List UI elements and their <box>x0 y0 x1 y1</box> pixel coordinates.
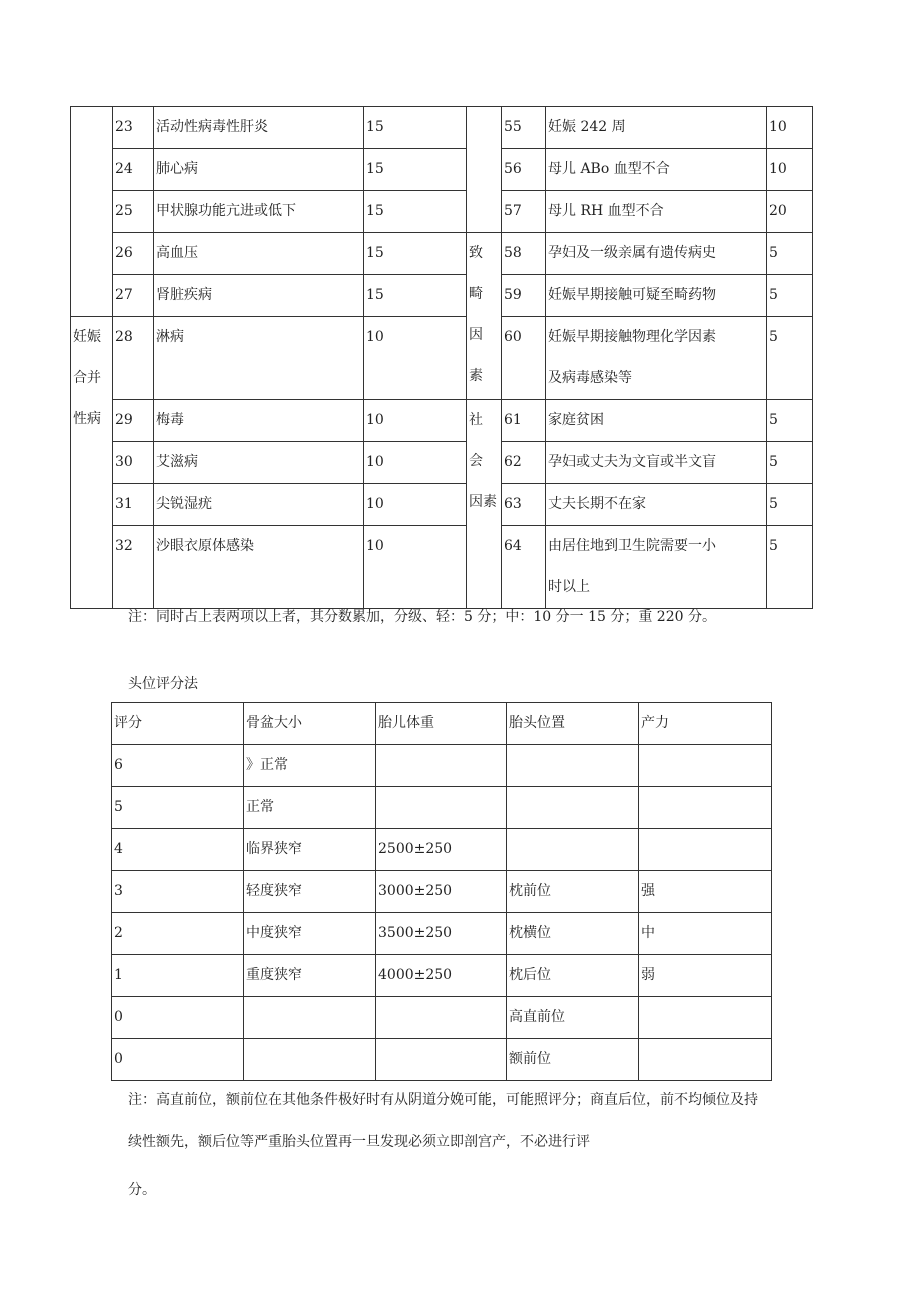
table-row <box>71 149 813 191</box>
item-score: 15 <box>364 191 467 233</box>
item-score: 10 <box>364 400 467 442</box>
item-name: 妊娠 242 周 <box>546 107 767 149</box>
item-name: 甲状腺功能亢进或低下 <box>154 191 364 233</box>
item-name: 淋病 <box>154 317 364 400</box>
item-name: 梅毒 <box>154 400 364 442</box>
item-score: 5 <box>767 275 813 317</box>
item-name: 尖锐湿疣 <box>154 484 364 526</box>
table-cell: 4 <box>112 829 244 871</box>
item-number: 63 <box>502 484 546 526</box>
group-cell-social: 社 会 因素 <box>467 400 502 609</box>
item-name: 母儿 RH 血型不合 <box>546 191 767 233</box>
column-header: 产力 <box>639 703 772 745</box>
table-cell: 5 <box>112 787 244 829</box>
item-number: 29 <box>113 400 154 442</box>
item-score: 15 <box>364 275 467 317</box>
item-score: 10 <box>364 526 467 609</box>
table-cell: 重度狭窄 <box>244 955 376 997</box>
group-cell-teratogenic: 致 畸 因 素 <box>467 233 502 400</box>
table-cell <box>639 745 772 787</box>
item-score: 15 <box>364 233 467 275</box>
table-row <box>112 955 772 997</box>
table-cell: 强 <box>639 871 772 913</box>
table-cell <box>507 787 639 829</box>
note2-line-2: 续性额先，额后位等严重胎头位置再一旦发现必须立即剖宫产，不必进行评 <box>128 1134 590 1150</box>
column-header: 骨盆大小 <box>244 703 376 745</box>
table-cell: 中度狭窄 <box>244 913 376 955</box>
item-name: 艾滋病 <box>154 442 364 484</box>
item-name: 丈夫长期不在家 <box>546 484 767 526</box>
item-score: 5 <box>767 400 813 442</box>
item-name: 母儿 ABo 血型不合 <box>546 149 767 191</box>
item-number: 24 <box>113 149 154 191</box>
item-name: 妊娠早期接触可疑至畸药物 <box>546 275 767 317</box>
item-score: 15 <box>364 107 467 149</box>
table-cell <box>639 829 772 871</box>
table-cell: 0 <box>112 1039 244 1081</box>
table-row <box>112 829 772 871</box>
table-row <box>71 107 813 149</box>
table-cell: 3 <box>112 871 244 913</box>
table-cell: 枕前位 <box>507 871 639 913</box>
item-number: 55 <box>502 107 546 149</box>
table-cell <box>376 1039 507 1081</box>
item-score: 5 <box>767 484 813 526</box>
table-row <box>71 275 813 317</box>
item-number: 57 <box>502 191 546 233</box>
table-cell <box>376 787 507 829</box>
item-number: 25 <box>113 191 154 233</box>
item-score: 10 <box>364 317 467 400</box>
column-header: 胎儿体重 <box>376 703 507 745</box>
item-number: 60 <box>502 317 546 400</box>
item-number: 62 <box>502 442 546 484</box>
table-cell <box>376 745 507 787</box>
table-row <box>71 442 813 484</box>
table-cell <box>244 1039 376 1081</box>
item-number: 56 <box>502 149 546 191</box>
table-cell <box>507 745 639 787</box>
table-cell: 正常 <box>244 787 376 829</box>
item-name: 高血压 <box>154 233 364 275</box>
item-score: 15 <box>364 149 467 191</box>
table-cell: 弱 <box>639 955 772 997</box>
item-score: 10 <box>364 442 467 484</box>
item-number: 23 <box>113 107 154 149</box>
item-number: 61 <box>502 400 546 442</box>
item-number: 27 <box>113 275 154 317</box>
table-row <box>71 317 813 400</box>
table-cell: 6 <box>112 745 244 787</box>
item-name: 活动性病毒性肝炎 <box>154 107 364 149</box>
item-number: 28 <box>113 317 154 400</box>
item-score: 5 <box>767 442 813 484</box>
note2-line-3: 分。 <box>128 1182 156 1198</box>
table-row <box>112 745 772 787</box>
item-score: 20 <box>767 191 813 233</box>
table-cell <box>244 997 376 1039</box>
item-number: 26 <box>113 233 154 275</box>
item-name: 家庭贫困 <box>546 400 767 442</box>
item-score: 10 <box>364 484 467 526</box>
table-row <box>71 233 813 275</box>
table-row <box>71 400 813 442</box>
item-score: 5 <box>767 233 813 275</box>
table-row <box>112 913 772 955</box>
table-cell: 高直前位 <box>507 997 639 1039</box>
table-cell: 0 <box>112 997 244 1039</box>
item-name: 孕妇或丈夫为文盲或半文盲 <box>546 442 767 484</box>
table-row <box>112 997 772 1039</box>
table-row <box>112 787 772 829</box>
table-cell: 枕横位 <box>507 913 639 955</box>
table-cell <box>639 997 772 1039</box>
table-cell: 中 <box>639 913 772 955</box>
item-name: 肾脏疾病 <box>154 275 364 317</box>
group-cell-upper <box>71 107 113 317</box>
item-number: 31 <box>113 484 154 526</box>
item-name: 沙眼衣原体感染 <box>154 526 364 609</box>
item-number: 64 <box>502 526 546 609</box>
column-header: 评分 <box>112 703 244 745</box>
section-title: 头位评分法 <box>128 676 198 692</box>
item-number: 58 <box>502 233 546 275</box>
table-cell: 临界狭窄 <box>244 829 376 871</box>
header-row <box>112 703 772 745</box>
table-row <box>71 191 813 233</box>
item-number: 30 <box>113 442 154 484</box>
item-number: 32 <box>113 526 154 609</box>
risk-score-table <box>70 106 813 609</box>
note2-line-1: 注：高直前位，额前位在其他条件极好时有从阴道分娩可能，可能照评分；商直后位，前不均倾位及持 <box>128 1092 758 1108</box>
group-cell-right-upper <box>467 107 502 233</box>
item-name: 孕妇及一级亲属有遗传病史 <box>546 233 767 275</box>
table-cell <box>639 787 772 829</box>
table-row <box>71 484 813 526</box>
table-row <box>112 871 772 913</box>
table-cell: 轻度狭窄 <box>244 871 376 913</box>
table-cell: 3500±250 <box>376 913 507 955</box>
table-row <box>112 1039 772 1081</box>
item-name: 肺心病 <box>154 149 364 191</box>
item-name: 妊娠早期接触物理化学因素 及病毒感染等 <box>546 317 767 400</box>
table-cell: 1 <box>112 955 244 997</box>
table-cell: 2500±250 <box>376 829 507 871</box>
table-row <box>71 526 813 609</box>
item-name: 由居住地到卫生院需要一小 时以上 <box>546 526 767 609</box>
table-cell: 》正常 <box>244 745 376 787</box>
table-cell: 4000±250 <box>376 955 507 997</box>
table-cell <box>639 1039 772 1081</box>
table-cell: 枕后位 <box>507 955 639 997</box>
table-cell <box>507 829 639 871</box>
table-cell: 额前位 <box>507 1039 639 1081</box>
table-cell: 2 <box>112 913 244 955</box>
column-header: 胎头位置 <box>507 703 639 745</box>
table-cell: 3000±250 <box>376 871 507 913</box>
item-score: 10 <box>767 149 813 191</box>
item-score: 10 <box>767 107 813 149</box>
note-score-accumulation: 注：同时占上表两项以上者，其分数累加，分级、轻：5 分；中：10 分一 15 分；重 220 分。 <box>128 609 716 625</box>
head-position-score-table <box>111 702 772 1081</box>
item-score: 5 <box>767 317 813 400</box>
item-number: 59 <box>502 275 546 317</box>
group-cell-pregnancy-std: 妊娠合并性病 <box>71 317 113 609</box>
table-cell <box>376 997 507 1039</box>
item-score: 5 <box>767 526 813 609</box>
